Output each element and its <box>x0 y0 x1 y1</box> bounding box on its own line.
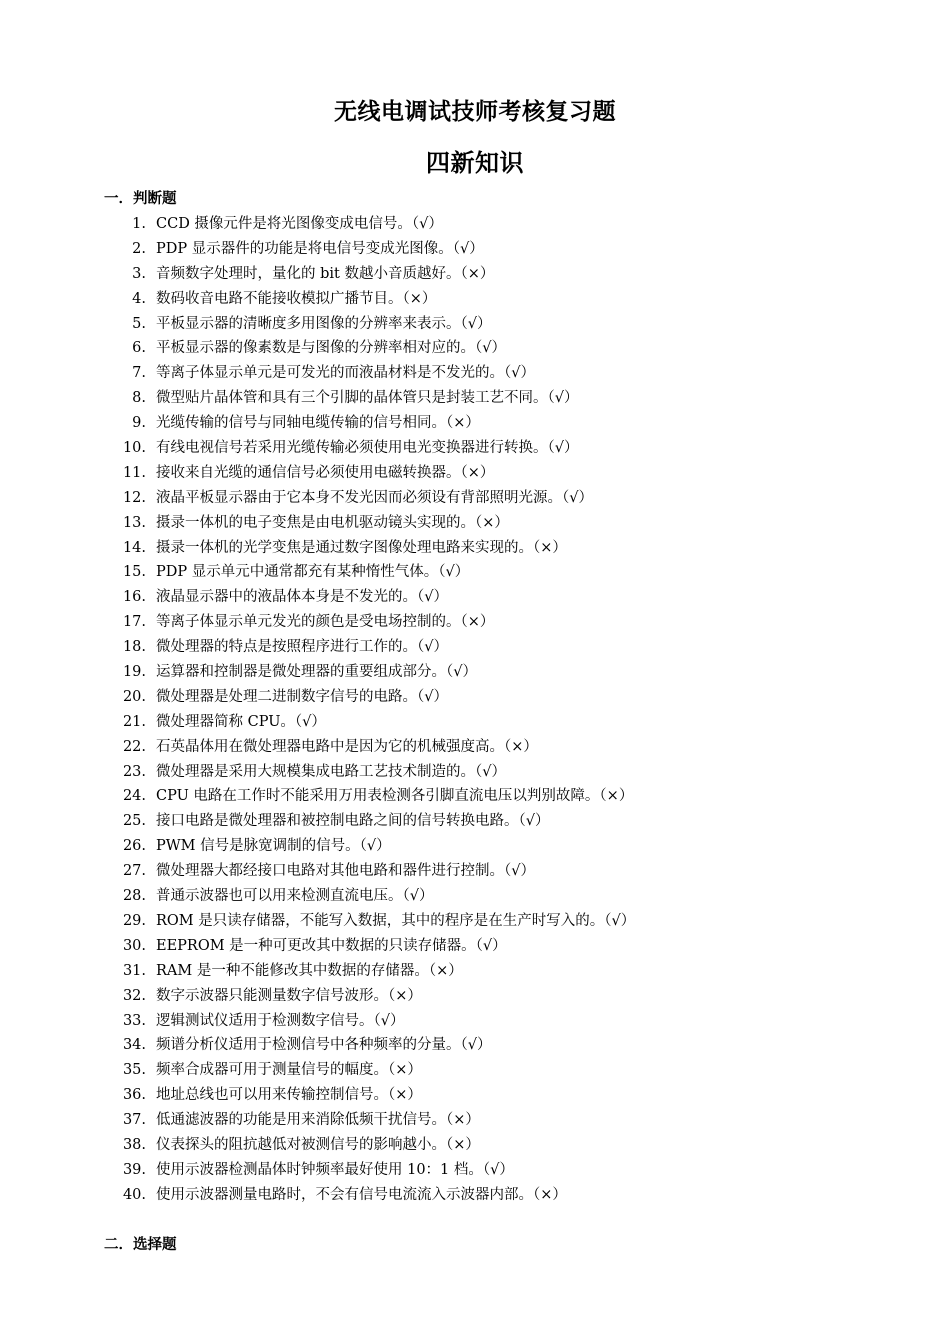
question-number: 27. <box>122 863 146 880</box>
question-text: 光缆传输的信号与同轴电缆传输的信号相同。（×） <box>156 415 480 432</box>
question-number: 19. <box>122 664 146 681</box>
question-item <box>0 1158 950 1183</box>
question-number: 35. <box>122 1062 146 1079</box>
question-item <box>0 735 950 760</box>
question-item <box>0 212 950 237</box>
question-text: 摄录一体机的光学变焦是通过数字图像处理电路来实现的。（×） <box>156 539 567 556</box>
question-item <box>0 585 950 610</box>
question-text: 接收来自光缆的通信信号必须使用电磁转换器。（×） <box>156 464 495 481</box>
question-number: 4. <box>132 290 146 307</box>
question-number: 18. <box>122 639 146 656</box>
question-text: 摄录一体机的电子变焦是由电机驱动镜头实现的。（×） <box>156 514 509 531</box>
question-item <box>0 461 950 486</box>
question-text: PDP 显示单元中通常都充有某种惰性气体。（√） <box>156 564 470 581</box>
question-item <box>0 1083 950 1108</box>
question-number: 26. <box>122 838 146 855</box>
question-text: 平板显示器的像素数是与图像的分辨率相对应的。（√） <box>156 340 506 357</box>
question-number: 15. <box>122 564 146 581</box>
question-number: 24. <box>122 788 146 805</box>
question-text: 微处理器简称 CPU。（√） <box>156 713 326 730</box>
question-number: 16. <box>122 589 146 606</box>
question-item <box>0 336 950 361</box>
question-item <box>0 635 950 660</box>
question-item <box>0 262 950 287</box>
question-number: 13. <box>122 514 146 531</box>
question-text: 石英晶体用在微处理器电路中是因为它的机械强度高。（×） <box>156 738 538 755</box>
question-text: RAM 是一种不能修改其中数据的存储器。（×） <box>156 962 463 979</box>
question-text: PDP 显示器件的功能是将电信号变成光图像。（√） <box>156 240 484 257</box>
question-text: 运算器和控制器是微处理器的重要组成部分。（√） <box>156 664 477 681</box>
question-number: 5. <box>132 315 146 332</box>
question-item <box>0 1133 950 1158</box>
question-item <box>0 237 950 262</box>
question-item <box>0 884 950 909</box>
question-number: 14. <box>122 539 146 556</box>
section-heading-true-false: 一．判断题 <box>104 191 177 207</box>
question-item <box>0 610 950 635</box>
document-subtitle: 四新知识 <box>426 149 524 177</box>
question-text: 平板显示器的清晰度多用图像的分辨率来表示。（√） <box>156 315 492 332</box>
question-text: 接口电路是微处理器和被控制电路之间的信号转换电路。（√） <box>156 813 550 830</box>
question-text: 地址总线也可以用来传输控制信号。（×） <box>156 1087 422 1104</box>
question-number: 23. <box>122 763 146 780</box>
question-item <box>0 1033 950 1058</box>
question-text: 逻辑测试仪适用于检测数字信号。（√） <box>156 1012 405 1029</box>
question-text: 音频数字处理时，量化的 bit 数越小音质越好。（×） <box>156 265 495 282</box>
question-text: 数码收音电路不能接收模拟广播节目。（×） <box>156 290 437 307</box>
question-number: 2. <box>132 240 146 257</box>
question-item <box>0 859 950 884</box>
question-item <box>0 685 950 710</box>
question-item <box>0 536 950 561</box>
question-item <box>0 760 950 785</box>
question-item <box>0 934 950 959</box>
question-text: 仪表探头的阻抗越低对被测信号的影响越小。（×） <box>156 1136 480 1153</box>
question-text: 等离子体显示单元是可发光的而液晶材料是不发光的。（√） <box>156 365 535 382</box>
question-text: CPU 电路在工作时不能采用万用表检测各引脚直流电压以判别故障。（×） <box>156 788 634 805</box>
question-number: 22. <box>122 738 146 755</box>
question-number: 10. <box>122 440 146 457</box>
question-text: 频率合成器可用于测量信号的幅度。（×） <box>156 1062 422 1079</box>
question-number: 28. <box>122 888 146 905</box>
question-item <box>0 312 950 337</box>
question-number: 39. <box>122 1161 146 1178</box>
question-number: 12. <box>122 489 146 506</box>
question-item <box>0 436 950 461</box>
question-number: 21. <box>122 713 146 730</box>
question-text: 微处理器是采用大规模集成电路工艺技术制造的。（√） <box>156 763 506 780</box>
question-number: 40. <box>122 1186 146 1203</box>
question-text: 使用示波器检测晶体时钟频率最好使用 10：1 档。（√） <box>156 1161 514 1178</box>
question-item <box>0 660 950 685</box>
question-item <box>0 287 950 312</box>
question-number: 1. <box>132 216 146 232</box>
question-number: 9. <box>132 415 146 432</box>
question-item <box>0 1009 950 1034</box>
question-text: CCD 摄像元件是将光图像变成电信号。（√） <box>156 216 443 232</box>
question-item <box>0 1108 950 1133</box>
question-text: 液晶平板显示器由于它本身不发光因而必须设有背部照明光源。（√） <box>156 489 593 506</box>
question-number: 6. <box>132 340 146 357</box>
question-item <box>0 909 950 934</box>
question-item <box>0 560 950 585</box>
question-text: 微处理器大都经接口电路对其他电路和器件进行控制。（√） <box>156 863 535 880</box>
question-item <box>0 710 950 735</box>
question-item <box>0 984 950 1009</box>
question-number: 30. <box>122 937 146 954</box>
question-number: 37. <box>122 1112 146 1129</box>
question-text: 微处理器的特点是按照程序进行工作的。（√） <box>156 639 448 656</box>
question-text: 频谱分析仪适用于检测信号中各种频率的分量。（√） <box>156 1037 492 1054</box>
question-number: 34. <box>122 1037 146 1054</box>
question-item <box>0 386 950 411</box>
question-text: 液晶显示器中的液晶体本身是不发光的。（√） <box>156 589 448 606</box>
question-item <box>0 1183 950 1208</box>
question-number: 33. <box>122 1012 146 1029</box>
question-item <box>0 959 950 984</box>
question-number: 32. <box>122 987 146 1004</box>
question-number: 8. <box>132 390 146 407</box>
question-number: 36. <box>122 1087 146 1104</box>
question-item <box>0 411 950 436</box>
question-text: EEPROM 是一种可更改其中数据的只读存储器。（√） <box>156 937 507 954</box>
question-number: 7. <box>132 365 146 382</box>
question-item <box>0 784 950 809</box>
question-text: ROM 是只读存储器，不能写入数据，其中的程序是在生产时写入的。（√） <box>156 912 636 929</box>
question-item <box>0 511 950 536</box>
question-number: 11. <box>122 464 146 481</box>
question-number: 25. <box>122 813 146 830</box>
question-text: PWM 信号是脉宽调制的信号。（√） <box>156 838 391 855</box>
question-number: 3. <box>132 265 146 282</box>
section-heading-multiple-choice: 二．选择题 <box>104 1237 177 1253</box>
question-text: 有线电视信号若采用光缆传输必须使用电光变换器进行转换。（√） <box>156 440 579 457</box>
question-number: 20. <box>122 688 146 705</box>
question-number: 17. <box>122 614 146 631</box>
question-number: 29. <box>122 912 146 929</box>
question-item <box>0 809 950 834</box>
question-text: 使用示波器测量电路时，不会有信号电流流入示波器内部。（×） <box>156 1186 567 1203</box>
question-text: 普通示波器也可以用来检测直流电压。（√） <box>156 888 434 905</box>
question-item <box>0 1058 950 1083</box>
question-item <box>0 834 950 859</box>
question-number: 38. <box>122 1136 146 1153</box>
question-text: 低通滤波器的功能是用来消除低频干扰信号。（×） <box>156 1112 480 1129</box>
question-number: 31. <box>122 962 146 979</box>
question-item <box>0 486 950 511</box>
question-text: 数字示波器只能测量数字信号波形。（×） <box>156 987 422 1004</box>
question-item <box>0 361 950 386</box>
true-false-question-list <box>0 212 950 1208</box>
question-text: 微型贴片晶体管和具有三个引脚的晶体管只是封装工艺不同。（√） <box>156 390 579 407</box>
document-title: 无线电调试技师考核复习题 <box>334 99 616 125</box>
question-text: 微处理器是处理二进制数字信号的电路。（√） <box>156 688 448 705</box>
question-text: 等离子体显示单元发光的颜色是受电场控制的。（×） <box>156 614 495 631</box>
